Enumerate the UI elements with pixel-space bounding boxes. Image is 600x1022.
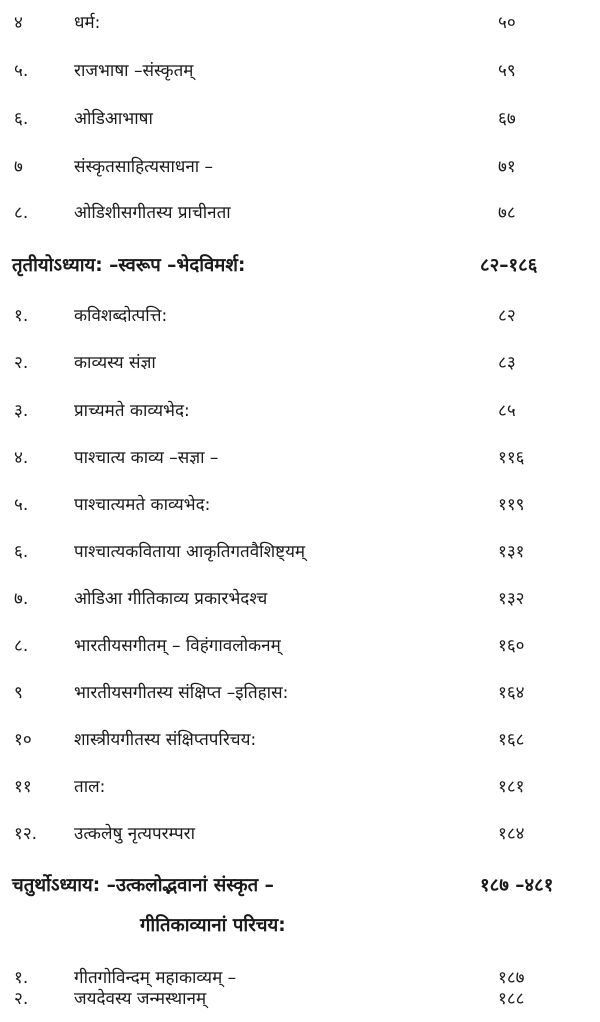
entry-number: ८. bbox=[14, 636, 29, 656]
entry-page: १८१ bbox=[498, 777, 525, 797]
entry-page: ५० bbox=[498, 13, 516, 33]
entry-title: शास्त्रीयगीतस्य संक्षिप्तपरिचय: bbox=[74, 730, 257, 750]
entry-title: संस्कृतसाहित्यसाधना – bbox=[74, 157, 214, 177]
entry-page: १८४ bbox=[498, 824, 525, 844]
chapter-heading bbox=[0, 243, 600, 289]
entry-number: ६. bbox=[14, 109, 29, 129]
toc-entry bbox=[0, 623, 600, 669]
toc-entry bbox=[0, 670, 600, 716]
toc-entry bbox=[0, 340, 600, 386]
entry-title: काव्यस्य संज्ञा bbox=[74, 353, 156, 373]
chapter-heading-continuation bbox=[0, 903, 600, 949]
entry-number: २. bbox=[14, 989, 29, 1009]
entry-number: ३. bbox=[14, 401, 29, 421]
entry-page: १६० bbox=[498, 636, 525, 656]
entry-number: ४. bbox=[14, 448, 29, 468]
entry-number: १० bbox=[14, 730, 32, 750]
entry-title: गीतगोविन्दम् महाकाव्यम् – bbox=[74, 968, 237, 988]
chapter-title: चतुर्थोऽध्याय: –उत्कलोद्भवानां संस्कृत – bbox=[12, 875, 274, 896]
entry-page: १३१ bbox=[498, 542, 525, 562]
entry-title: भारतीयसगीतम् – विहंगावलोकनम् bbox=[74, 636, 281, 656]
toc-entry bbox=[0, 576, 600, 622]
entry-number: ११ bbox=[14, 777, 32, 797]
toc-entry bbox=[0, 764, 600, 810]
entry-title: ओडिशीसगीतस्य प्राचीनता bbox=[74, 203, 231, 223]
entry-page: ७८ bbox=[498, 203, 516, 223]
entry-number: ७. bbox=[14, 589, 29, 609]
entry-title: ओडिआभाषा bbox=[74, 109, 153, 129]
entry-page: ११९ bbox=[498, 495, 525, 515]
toc-entry bbox=[0, 811, 600, 857]
entry-number: ८. bbox=[14, 203, 29, 223]
entry-number: ५. bbox=[14, 495, 29, 515]
toc-entry bbox=[0, 388, 600, 434]
toc-entry bbox=[0, 96, 600, 142]
toc-entry bbox=[0, 190, 600, 236]
entry-page: ११६ bbox=[498, 448, 525, 468]
toc-entry bbox=[0, 529, 600, 575]
entry-page: १६४ bbox=[498, 683, 525, 703]
entry-page: ५९ bbox=[498, 61, 516, 81]
toc-entry bbox=[0, 293, 600, 339]
entry-number: १२. bbox=[14, 824, 38, 844]
entry-title: पाश्चात्यकविताया आकृतिगतवैशिष्ट्यम् bbox=[74, 542, 306, 562]
toc-entry bbox=[0, 717, 600, 763]
chapter-title: तृतीयोऽध्याय: –स्वरूप –भेदविमर्श: bbox=[12, 255, 246, 276]
entry-page: ६७ bbox=[498, 109, 516, 129]
chapter-page-range: १८७ –४८१ bbox=[480, 875, 554, 896]
entry-page: १८८ bbox=[498, 989, 525, 1009]
entry-title: पाश्चात्यमते काव्यभेद: bbox=[74, 495, 211, 515]
entry-title: उत्कलेषु नृत्यपरम्परा bbox=[74, 824, 195, 844]
entry-page: ८५ bbox=[498, 401, 516, 421]
entry-title: पाश्चात्य काव्य –सज्ञा – bbox=[74, 448, 219, 468]
entry-number: ९ bbox=[14, 683, 23, 703]
toc-entry bbox=[0, 48, 600, 94]
entry-page: १६८ bbox=[498, 730, 525, 750]
entry-title: धर्म: bbox=[74, 13, 101, 33]
entry-number: ६. bbox=[14, 542, 29, 562]
toc-entry bbox=[0, 0, 600, 46]
chapter-page-range: ८२–१८६ bbox=[480, 255, 538, 276]
entry-number: ४ bbox=[14, 13, 23, 33]
toc-entry bbox=[0, 435, 600, 481]
entry-title: राजभाषा –संस्कृतम् bbox=[74, 61, 194, 81]
entry-number: ५. bbox=[14, 61, 29, 81]
entry-title: ताल: bbox=[74, 777, 106, 797]
chapter-title-continuation: गीतिकाव्यानां परिचय: bbox=[140, 915, 286, 936]
entry-title: जयदेवस्य जन्मस्थानम् bbox=[74, 989, 207, 1009]
entry-page: १८७ bbox=[498, 968, 525, 988]
toc-entry bbox=[0, 144, 600, 190]
entry-number: १. bbox=[14, 306, 29, 326]
entry-number: २. bbox=[14, 353, 29, 373]
entry-page: ८३ bbox=[498, 353, 516, 373]
entry-number: १. bbox=[14, 968, 29, 988]
entry-title: ओडिआ गीतिकाव्य प्रकारभेदश्च bbox=[74, 589, 268, 609]
entry-title: भारतीयसगीतस्य संक्षिप्त –इतिहास: bbox=[74, 683, 289, 703]
entry-page: ७१ bbox=[498, 157, 516, 177]
entry-title: कविशब्दोत्पत्ति: bbox=[74, 306, 168, 326]
toc-entry bbox=[0, 976, 600, 1022]
entry-page: ८२ bbox=[498, 306, 516, 326]
entry-title: प्राच्यमते काव्यभेद: bbox=[74, 401, 190, 421]
toc-entry bbox=[0, 482, 600, 528]
entry-number: ७ bbox=[14, 157, 23, 177]
entry-page: १३२ bbox=[498, 589, 525, 609]
